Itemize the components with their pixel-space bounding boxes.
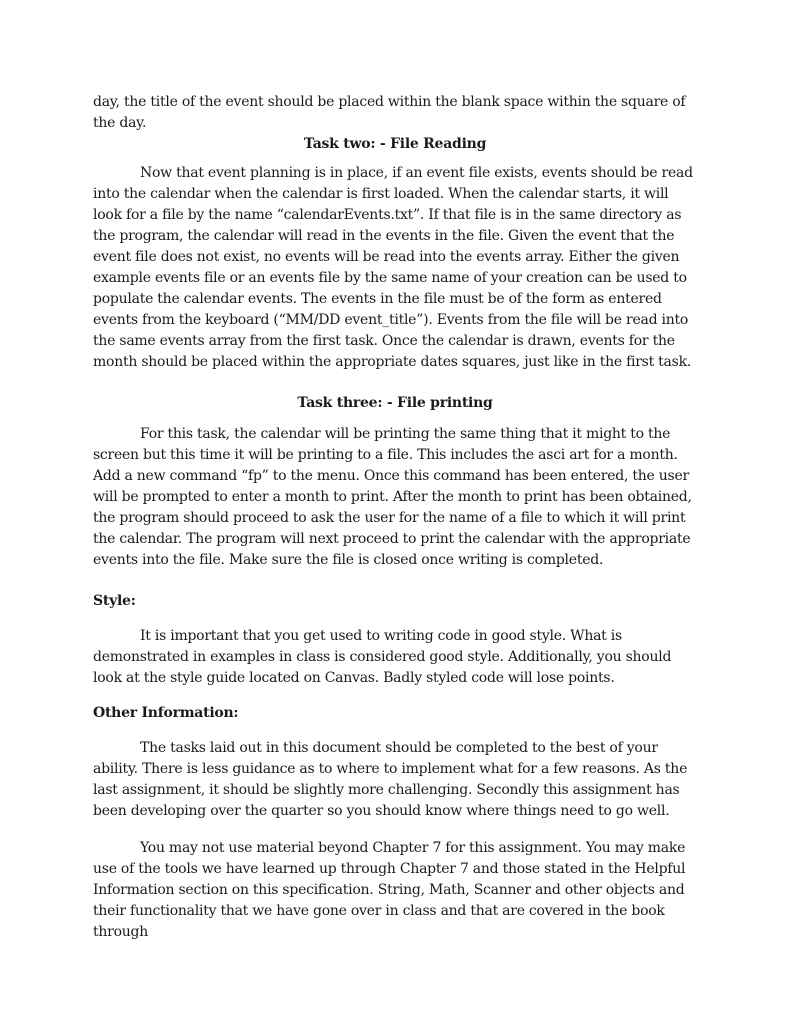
other-information-paragraph-1: The tasks laid out in this document should be completed to the best of your ability. There is less guidance as to where to implement what for a few reasons. As the last assignment, it should be slightly more challenging. Secondly this assignment has been developing over the quarter so you should know where things need to go well. <box>93 740 688 819</box>
task-two-heading: Task two: - File Reading <box>303 136 487 152</box>
style-heading: Style: <box>93 593 136 609</box>
page-content <box>93 92 697 943</box>
other-information-paragraph-2: You may not use material beyond Chapter 7 for this assignment. You may make use of the tools we have learned up through Chapter 7 and those stated in the Helpful Information section on this specification. String, Math, Scanner and other objects and their functionality that we have gone over in class and that are covered in the book through <box>93 840 686 940</box>
other-information-heading: Other Information: <box>93 705 239 721</box>
task-three-paragraph: For this task, the calendar will be printing the same thing that it might to the screen but this time it will be printing to a file. This includes the asci art for a month. Add a new command “fp” to the menu. Once this command has been entered, the user will be prompted to enter a month to print. After the month to print has been obtained, the program should proceed to ask the user for the name of a file to which it will print the calendar. The program will next proceed to print the calendar with the appropriate events into the file. Make sure the file is closed once writing is completed. <box>93 426 692 568</box>
task-three-heading: Task three: - File printing <box>297 395 493 411</box>
intro-continuation: day, the title of the event should be placed within the blank space within the square of the day. <box>93 94 686 131</box>
style-paragraph: It is important that you get used to writing code in good style. What is demonstrated in examples in class is considered good style. Additionally, you should look at the style guide located on Canvas. Badly styled code will lose points. <box>93 628 672 686</box>
task-two-paragraph: Now that event planning is in place, if an event file exists, events should be read into the calendar when the calendar is first loaded. When the calendar starts, it will look for a file by the name “calendarEvents.txt”. If that file is in the same directory as the program, the calendar will read in the events in the file. Given the event that the event file does not exist, no events will be read into the events array. Either the given example events file or an events file by the same name of your creation can be used to populate the calendar events. The events in the file must be of the form as entered events from the keyboard (“MM/DD event_title”). Events from the file will be read into the same events array from the first task. Once the calendar is drawn, events for the month should be placed within the appropriate dates squares, just like in the first task. <box>93 165 693 370</box>
